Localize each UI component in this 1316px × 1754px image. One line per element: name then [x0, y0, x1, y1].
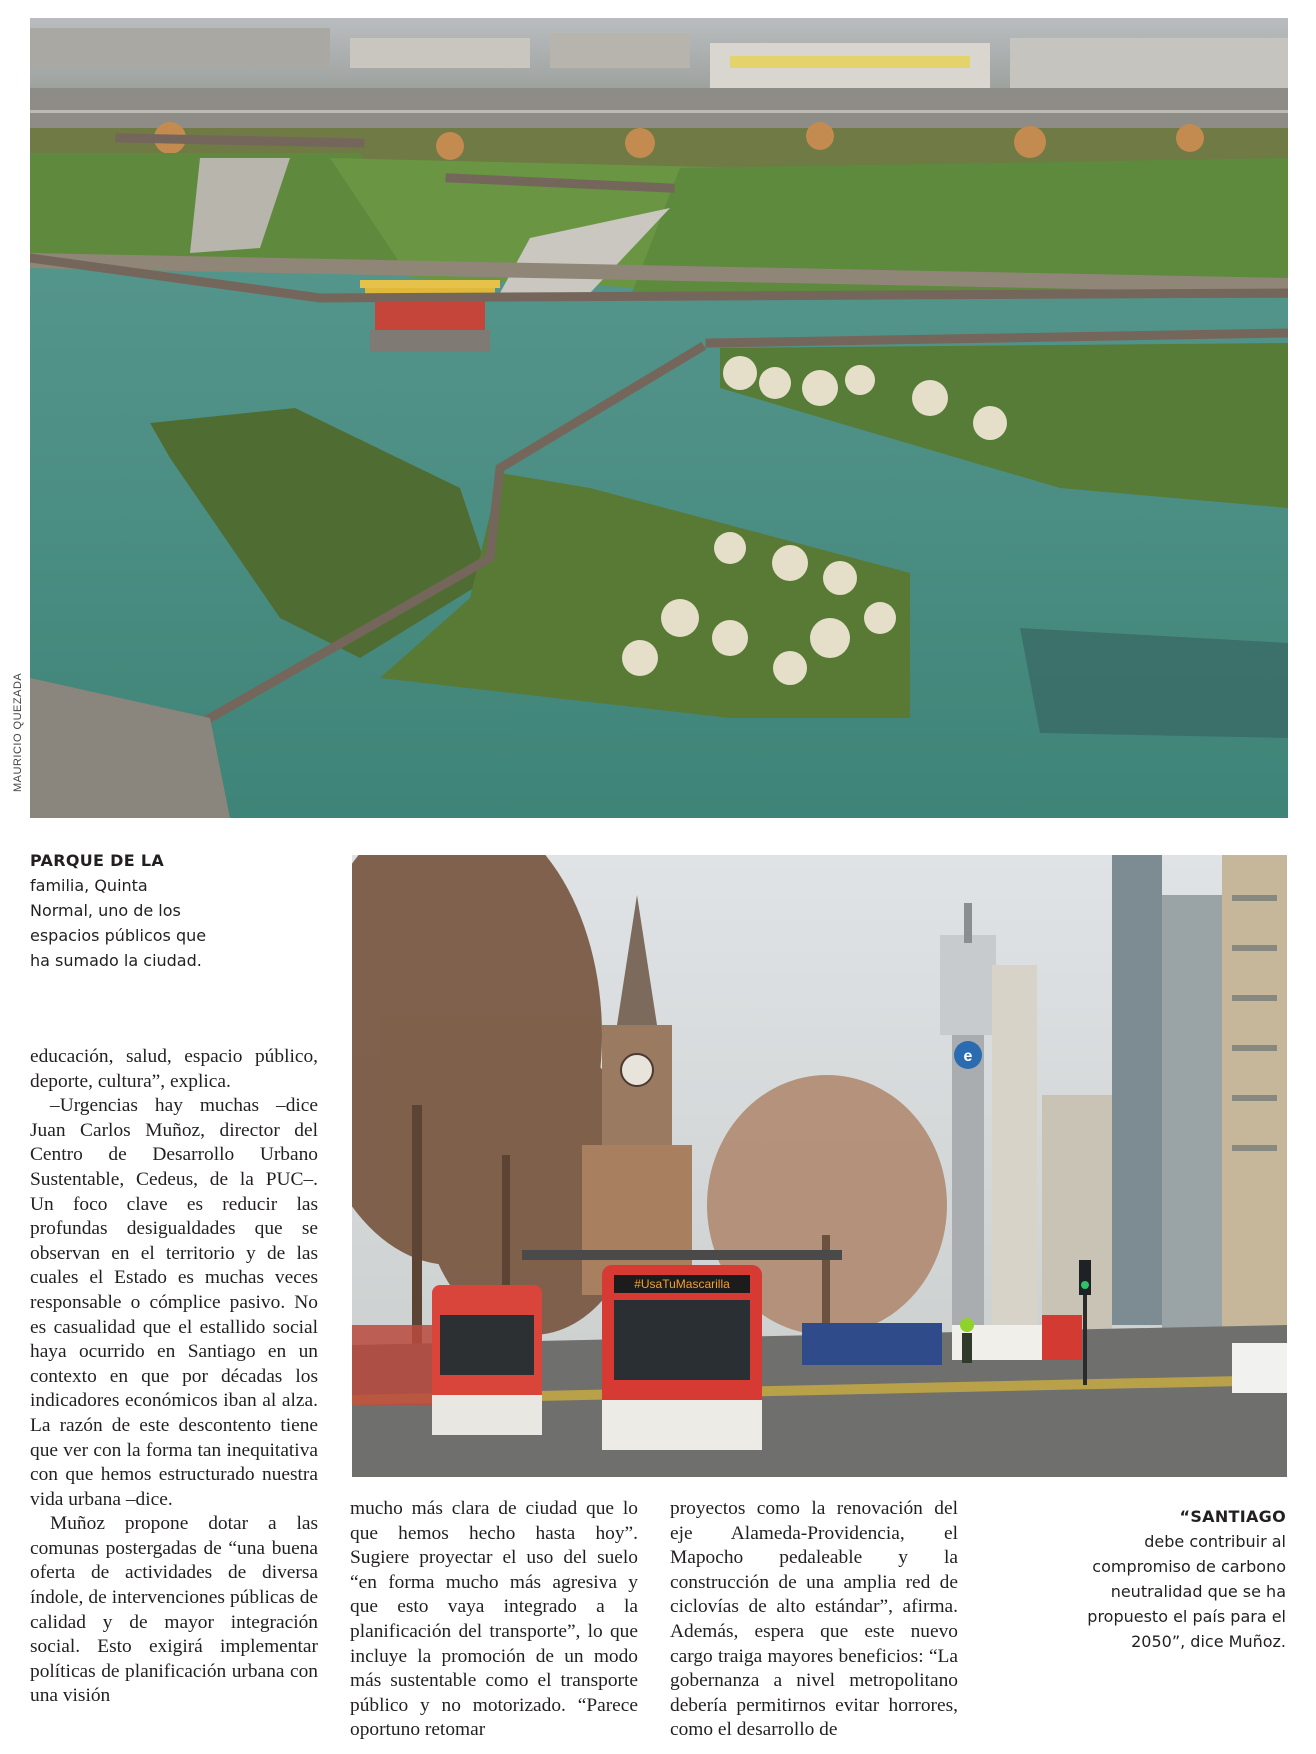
- caption-quote-lead: “SANTIAGO: [1179, 1507, 1286, 1526]
- body-paragraph-2: –Urgencias hay muchas –dice Juan Carlos Muñoz, director del Centro de Desarrollo Urbano Sustentable, Cedeus, de la PUC–. Un foco clave es reducir las profundas desigualdades que se observan en el territorio y de las cuales el Estado es muchas veces responsable o cómplice pasivo. No es casualidad que el estallido social haya ocurrido en Santiago en un contexto en que por décadas los indicadores económicos iban al alza. La razón de este descontento tiene que ver con la forma tan inequitativa con que hemos estructurado nuestra vida urbana –dice.: [30, 1095, 318, 1510]
- caption-quote-text: debe contribuir al compromiso de carbono neutralidad que se ha propuesto el país para el 2050”, dice Muñoz.: [1087, 1532, 1286, 1651]
- body-paragraph-5: proyectos como la renovación del eje Alameda-Providencia, el Mapocho pedaleable y la construcción de una amplia red de ciclovías de alto estándar”, afirma. Además, espera que este nuevo cargo traiga mayores beneficios: “La gobernanza a nivel metropolitano debería permitirnos evitar horrores, como el desarrollo de: [670, 1498, 958, 1741]
- body-column-3: [670, 1497, 958, 1743]
- body-paragraph-4: mucho más clara de ciudad que lo que hemos hecho hasta hoy”. Sugiere proyectar el uso del suelo “en forma mucho más agresiva y que esto vaya integrado a la planificación del transporte”, lo que incluye la promoción de un modo más sustentable como el transporte público y no motorizado. “Parece oportuno retomar: [350, 1498, 638, 1741]
- bus-destination-sign: #UsaTuMascarilla: [634, 1277, 730, 1291]
- photo-credit: MAURICIO QUEZADA: [12, 672, 24, 792]
- body-paragraph-1: educación, salud, espacio público, deporte, cultura”, explica.: [30, 1046, 318, 1092]
- caption-park-text: familia, Quinta Normal, uno de los espacios públicos que ha sumado la ciudad.: [30, 876, 207, 970]
- alameda-bus-photo: [352, 855, 1287, 1477]
- park-aerial-photo: [30, 18, 1288, 818]
- body-column-2: [350, 1497, 638, 1743]
- body-paragraph-3: Muñoz propone dotar a las comunas postergadas de “una buena oferta de actividades de diversa índole, de intervenciones públicas de calidad y de mayor integración social. Esto exigirá implementar políticas de planificación urbana con una visión: [30, 1513, 318, 1707]
- tower-logo: e: [963, 1048, 973, 1065]
- caption-park: [30, 848, 215, 973]
- caption-quote: [1080, 1504, 1286, 1654]
- caption-park-lead: PARQUE DE LA: [30, 851, 165, 870]
- body-column-1: [30, 1045, 318, 1709]
